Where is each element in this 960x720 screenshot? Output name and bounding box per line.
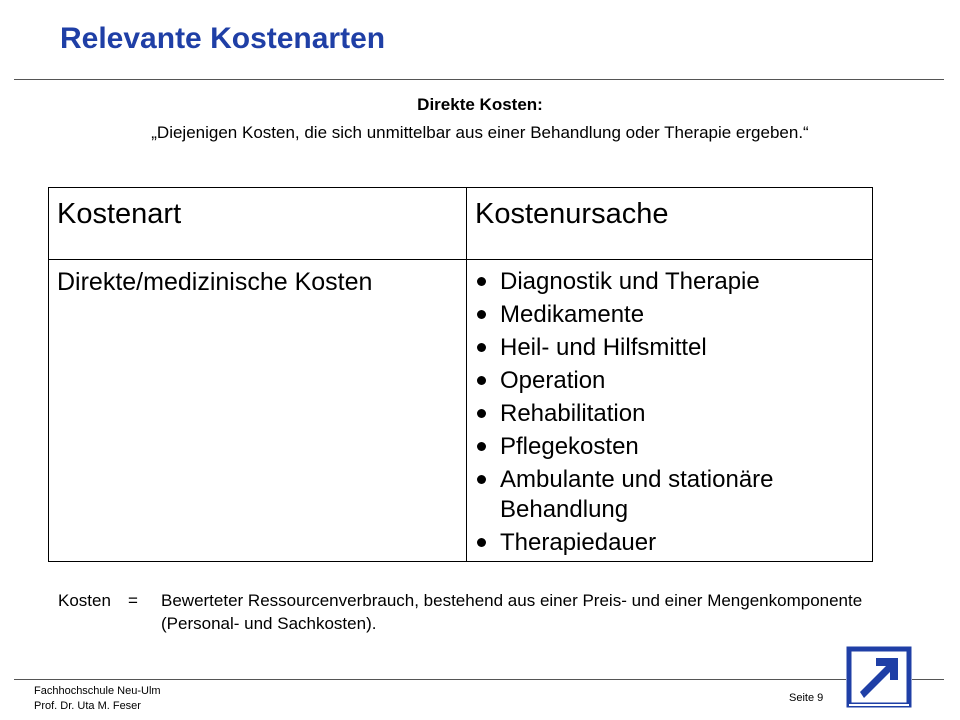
list-item <box>477 465 840 525</box>
cost-definition-text: Bewerteter Ressourcenverbrauch, bestehend aus einer Preis- und einer Mengenkomponente (Personal- und Sachkosten). <box>161 591 863 633</box>
cause-list <box>467 260 872 558</box>
header-divider <box>14 79 944 80</box>
cost-label: Kosten <box>58 591 111 610</box>
header-kostenart: Kostenart <box>49 188 467 260</box>
page-number: Seite 9 <box>789 692 824 704</box>
footer-author: Prof. Dr. Uta M. Feser <box>34 700 141 712</box>
list-item <box>477 267 872 297</box>
cell-kostenart: Direkte/medizinische Kosten <box>49 260 467 562</box>
cost-table <box>48 187 873 562</box>
list-item <box>477 432 872 462</box>
bullet-icon <box>477 376 486 385</box>
equals-sign: = <box>128 591 138 610</box>
bullet-icon <box>477 277 486 286</box>
list-item <box>477 399 872 429</box>
list-item <box>477 333 872 363</box>
arrow-logo-icon <box>846 646 912 708</box>
footer-info <box>34 684 161 714</box>
bullet-icon <box>477 310 486 319</box>
bullet-icon <box>477 538 486 547</box>
bullet-icon <box>477 442 486 451</box>
cell-kostenursache <box>467 260 873 562</box>
footer-institution: Fachhochschule Neu-Ulm <box>34 685 161 697</box>
direct-costs-definition: „Diejenigen Kosten, die sich unmittelbar aus einer Behandlung oder Therapie ergeben.“ <box>151 123 809 142</box>
list-item <box>477 366 872 396</box>
list-item-text: Operation <box>500 367 606 394</box>
bullet-icon <box>477 475 486 484</box>
direct-costs-heading: Direkte Kosten: <box>417 95 543 114</box>
slide-title: Relevante Kostenarten <box>60 22 386 55</box>
bullet-icon <box>477 343 486 352</box>
list-item <box>477 528 872 558</box>
list-item-text: Pflegekosten <box>500 433 639 460</box>
bullet-icon <box>477 409 486 418</box>
footer-divider <box>14 679 944 680</box>
list-item-text: Therapiedauer <box>500 529 657 556</box>
list-item <box>477 300 872 330</box>
list-item-text: Heil- und Hilfsmittel <box>500 334 707 361</box>
table-row <box>49 260 873 562</box>
list-item-text: Medikamente <box>500 301 645 328</box>
header-kostenursache: Kostenursache <box>467 188 873 260</box>
list-item-text: Ambulante und stationäre Behandlung <box>500 466 774 523</box>
list-item-text: Rehabilitation <box>500 400 646 427</box>
list-item-text: Diagnostik und Therapie <box>500 268 760 295</box>
table-header-row <box>49 188 873 260</box>
